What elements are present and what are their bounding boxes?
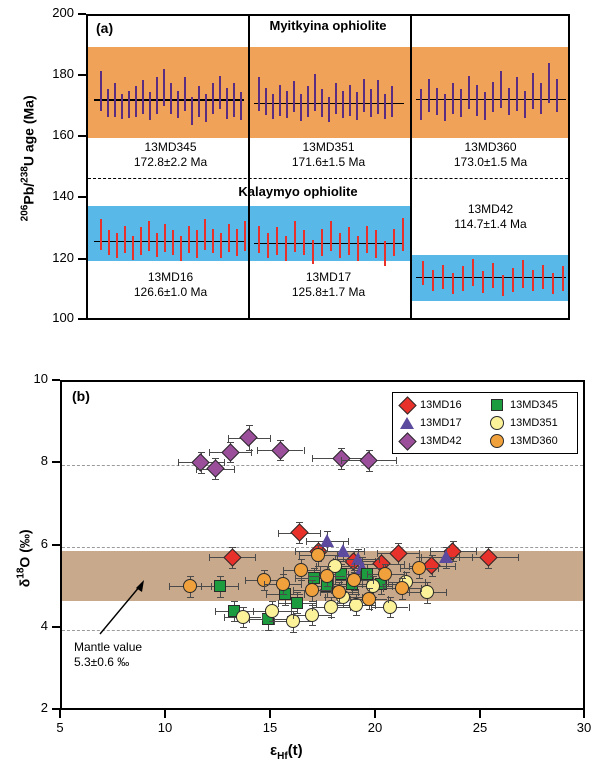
x-error-cap <box>257 447 258 454</box>
panel-b-hf-o-chart: $\delta^{18}O$ (‰) (b) Mantle value 5.3±0.6 ‰ 13MD16 13MD345 13MD17 13MD351 13MD42 13MD360 10 8 6 4 2 5 10 15 20 25 30 $\varepsilon_{Hf}(t)$ <box>15 371 592 762</box>
panel-a-age-chart: $^{206}$Pb/$^{238}$U age (Ma) (a) Myitkyina ophiolite Kalaymyo ophiolite 13MD345 172.8±2.2 Ma 13MD351 171.6±1.5 Ma 13MD360 173.0±1.5 Ma 13MD16 126.6±1.0 Ma 13MD17 125.8±1.7 Ma 13MD42 114.7±1.4 Ma 200 180 160 140 120 100 <box>0 0 600 340</box>
y-error-cap <box>240 627 247 628</box>
legend-label: 13MD345 <box>510 399 558 411</box>
x-error-cap <box>325 594 326 601</box>
x-error-cap <box>278 530 279 537</box>
legend-box <box>392 392 578 454</box>
x-error-cap <box>341 457 342 464</box>
y-error-cap <box>378 594 385 595</box>
diamond-icon <box>399 397 415 413</box>
x-error-cap <box>262 614 263 621</box>
x-error-cap <box>283 567 284 574</box>
x-error-cap <box>472 554 473 561</box>
group-title-myitkyina: Myitkyina ophiolite <box>269 18 387 33</box>
panel-a-plot-area <box>86 14 570 320</box>
legend-item-13md16 <box>399 397 462 413</box>
square-marker <box>291 597 303 609</box>
y-axis-pb-u: Pb/ <box>20 182 37 205</box>
y-axis-sup-206: 206 <box>19 204 31 222</box>
y-error-cap <box>351 590 358 591</box>
diamond-marker <box>240 428 258 446</box>
dashed-reference-line <box>88 178 568 179</box>
y-error-cap <box>217 597 224 598</box>
x-error-cap <box>419 550 420 557</box>
x-error-cap <box>446 589 447 596</box>
circle-marker <box>183 579 197 593</box>
y-error-cap <box>280 574 287 575</box>
square-icon <box>489 397 505 413</box>
x-error-cap <box>264 581 265 588</box>
sample-label-13md360: 13MD360 173.0±1.5 Ma <box>453 140 528 169</box>
y-error-cap <box>309 580 316 581</box>
mantle-value-annotation: Mantle value 5.3±0.6 ‰ <box>74 640 143 669</box>
circle-marker <box>383 600 397 614</box>
diamond-marker <box>223 548 241 566</box>
y-error-cap <box>353 615 360 616</box>
x-error-cap <box>209 554 210 561</box>
x-error-cap <box>295 548 296 555</box>
circle-marker <box>236 610 250 624</box>
x-error-cap <box>224 614 225 621</box>
circle-icon <box>489 433 505 449</box>
x-error-cap <box>234 466 235 473</box>
x-error-cap <box>388 596 389 603</box>
y-error-cap <box>338 469 345 470</box>
mean-line-13md360 <box>416 99 566 100</box>
circle-marker <box>378 567 392 581</box>
triangle-icon <box>399 415 415 431</box>
x-error-cap <box>354 563 355 570</box>
circle-icon <box>489 415 505 431</box>
legend-label: 13MD16 <box>420 399 462 411</box>
x-error-cap <box>215 608 216 615</box>
y-error-cap <box>282 605 289 606</box>
x-error-cap <box>278 600 279 607</box>
x-error-cap <box>306 538 307 545</box>
y-error-cap <box>399 578 406 579</box>
x-error-cap <box>400 565 401 572</box>
mean-line-13md345 <box>94 99 244 100</box>
y-error-cap <box>198 473 205 474</box>
x-error-cap <box>455 563 456 570</box>
circle-marker <box>420 585 434 599</box>
x-error-cap <box>266 591 267 598</box>
y-error-cap <box>229 568 236 569</box>
square-marker <box>308 572 320 584</box>
x-error-cap <box>312 604 313 611</box>
y-error-cap <box>416 557 423 558</box>
x-axis-sub-hf: Hf <box>277 751 288 762</box>
panel-b-plot-area <box>60 380 585 710</box>
y-error-cap <box>366 609 373 610</box>
y-error-cap <box>277 460 284 461</box>
x-error-cap <box>228 435 229 442</box>
x-error-cap <box>316 600 317 607</box>
circle-marker <box>276 577 290 591</box>
x-error-cap <box>196 466 197 473</box>
legend-item-13md360 <box>489 433 558 449</box>
panel-a-y-axis-title <box>20 78 37 238</box>
x-error-cap <box>383 585 384 592</box>
x-error-cap <box>337 552 338 559</box>
y-error-cap <box>324 586 331 587</box>
y-error-cap <box>246 425 253 426</box>
y-error-cap <box>296 543 303 544</box>
x-error-cap <box>404 561 405 568</box>
sample-label-13md42: 13MD42 114.7±1.4 Ma <box>454 202 527 231</box>
x-error-cap <box>299 552 300 559</box>
y-error-cap <box>359 557 366 558</box>
y-axis-sup-238: 238 <box>19 166 31 183</box>
x-error-cap <box>270 435 271 442</box>
x-error-cap <box>245 577 246 584</box>
x-error-cap <box>518 554 519 561</box>
x-error-cap <box>295 575 296 582</box>
x-axis-epsilon: ε <box>270 742 278 759</box>
diamond-icon <box>399 433 415 449</box>
band-myitkyina <box>88 47 568 139</box>
sample-label-13md17: 13MD17 125.8±1.7 Ma <box>291 270 366 299</box>
sample-label-13md351: 13MD351 171.6±1.5 Ma <box>291 140 366 169</box>
panel-b-y-axis-title: $\delta^{18}O$ (‰) <box>15 529 33 588</box>
x-error-cap <box>409 589 410 596</box>
y-error-cap <box>443 568 450 569</box>
y-error-cap <box>294 592 301 593</box>
diamond-marker <box>479 548 497 566</box>
x-error-cap <box>238 583 239 590</box>
y-axis-tail: U age (Ma) <box>20 95 37 167</box>
panel-a-letter: (a) <box>96 20 114 36</box>
y-error-cap <box>315 566 322 567</box>
x-error-cap <box>404 571 405 578</box>
x-error-cap <box>476 548 477 555</box>
divider-2 <box>410 16 412 318</box>
x-error-cap <box>373 577 374 584</box>
y-error-cap <box>450 541 457 542</box>
x-error-cap <box>293 587 294 594</box>
y-error-cap <box>429 576 436 577</box>
legend-item-13md42 <box>399 433 462 449</box>
y-error-cap <box>351 570 358 571</box>
x-error-cap <box>409 604 410 611</box>
y-error-cap <box>280 594 287 595</box>
y-error-cap <box>187 576 194 577</box>
y-error-cap <box>340 541 347 542</box>
circle-marker <box>349 598 363 612</box>
y-error-cap <box>336 582 343 583</box>
y-error-cap <box>261 570 268 571</box>
y-error-cap <box>309 601 316 602</box>
y-error-cap <box>231 601 238 602</box>
x-error-cap <box>255 554 256 561</box>
circle-marker <box>347 573 361 587</box>
y-error-cap <box>424 603 431 604</box>
panel-b-x-axis-title <box>270 742 303 762</box>
sample-label-13md345: 13MD345 172.8±2.2 Ma <box>133 140 208 169</box>
y-error-cap <box>328 617 335 618</box>
y-error-cap <box>298 580 305 581</box>
y-error-cap <box>246 450 253 451</box>
group-title-kalaymyo: Kalaymyo ophiolite <box>238 184 358 199</box>
legend-item-13md351 <box>489 415 558 431</box>
x-error-cap <box>274 618 275 625</box>
y-error-cap <box>324 531 331 532</box>
x-error-cap <box>350 596 351 603</box>
y-error-cap <box>416 578 423 579</box>
x-error-cap <box>312 455 313 462</box>
y-error-cap <box>366 588 373 589</box>
x-error-cap <box>224 459 225 466</box>
x-error-cap <box>169 583 170 590</box>
sample-label-13md16: 13MD16 126.6±1.0 Ma <box>133 270 208 299</box>
legend-item-13md17 <box>399 415 462 431</box>
y-error-cap <box>290 632 297 633</box>
y-error-cap <box>269 601 276 602</box>
y-error-cap <box>217 576 224 577</box>
x-error-cap <box>304 591 305 598</box>
diamond-marker <box>271 441 289 459</box>
circle-marker <box>362 592 376 606</box>
x-error-cap <box>335 577 336 584</box>
y-error-cap <box>212 479 219 480</box>
diamond-marker <box>359 451 377 469</box>
circle-marker <box>412 561 426 575</box>
legend-label: 13MD42 <box>420 435 462 447</box>
divider-1 <box>248 16 250 318</box>
x-error-cap <box>178 459 179 466</box>
triangle-marker <box>439 550 453 563</box>
y-error-cap <box>315 545 322 546</box>
y-error-cap <box>187 597 194 598</box>
y-error-cap <box>227 462 234 463</box>
x-error-cap <box>358 589 359 596</box>
y-error-cap <box>309 625 316 626</box>
legend-label: 13MD360 <box>510 435 558 447</box>
y-error-cap <box>366 471 373 472</box>
y-error-cap <box>261 590 268 591</box>
y-error-cap <box>324 566 331 567</box>
mantle-annotation-arrow <box>92 572 162 642</box>
circle-marker <box>265 604 279 618</box>
panel-b-letter: (b) <box>72 388 90 404</box>
y-error-cap <box>355 549 362 550</box>
legend-item-13md345 <box>489 397 558 413</box>
square-marker <box>214 580 226 592</box>
x-error-cap <box>304 447 305 454</box>
y-error-cap <box>382 564 389 565</box>
x-error-cap <box>209 449 210 456</box>
x-error-cap <box>320 589 321 596</box>
y-error-cap <box>399 599 406 600</box>
y-error-cap <box>298 559 305 560</box>
x-error-cap <box>308 573 309 580</box>
y-error-cap <box>277 440 284 441</box>
y-error-cap <box>265 630 272 631</box>
y-error-cap <box>240 607 247 608</box>
circle-marker <box>311 548 325 562</box>
y-error-cap <box>364 564 371 565</box>
y-error-cap <box>387 617 394 618</box>
x-error-cap <box>430 548 431 555</box>
x-error-cap <box>438 565 439 572</box>
x-error-cap <box>379 556 380 563</box>
x-error-cap <box>211 583 212 590</box>
legend-label: 13MD17 <box>420 417 462 429</box>
y-error-cap <box>340 607 347 608</box>
x-error-cap <box>367 571 368 578</box>
legend-label: 13MD351 <box>510 417 558 429</box>
y-error-cap <box>485 568 492 569</box>
x-error-cap <box>421 585 422 592</box>
x-axis-tail: (t) <box>287 742 303 759</box>
circle-marker <box>294 563 308 577</box>
x-error-cap <box>396 457 397 464</box>
y-error-cap <box>443 547 450 548</box>
circle-marker <box>305 583 319 597</box>
y-error-cap <box>336 603 343 604</box>
x-error-cap <box>253 608 254 615</box>
circle-marker <box>320 569 334 583</box>
x-error-cap <box>293 612 294 619</box>
x-error-cap <box>301 581 302 588</box>
y-error-cap <box>424 582 431 583</box>
x-error-cap <box>377 550 378 557</box>
